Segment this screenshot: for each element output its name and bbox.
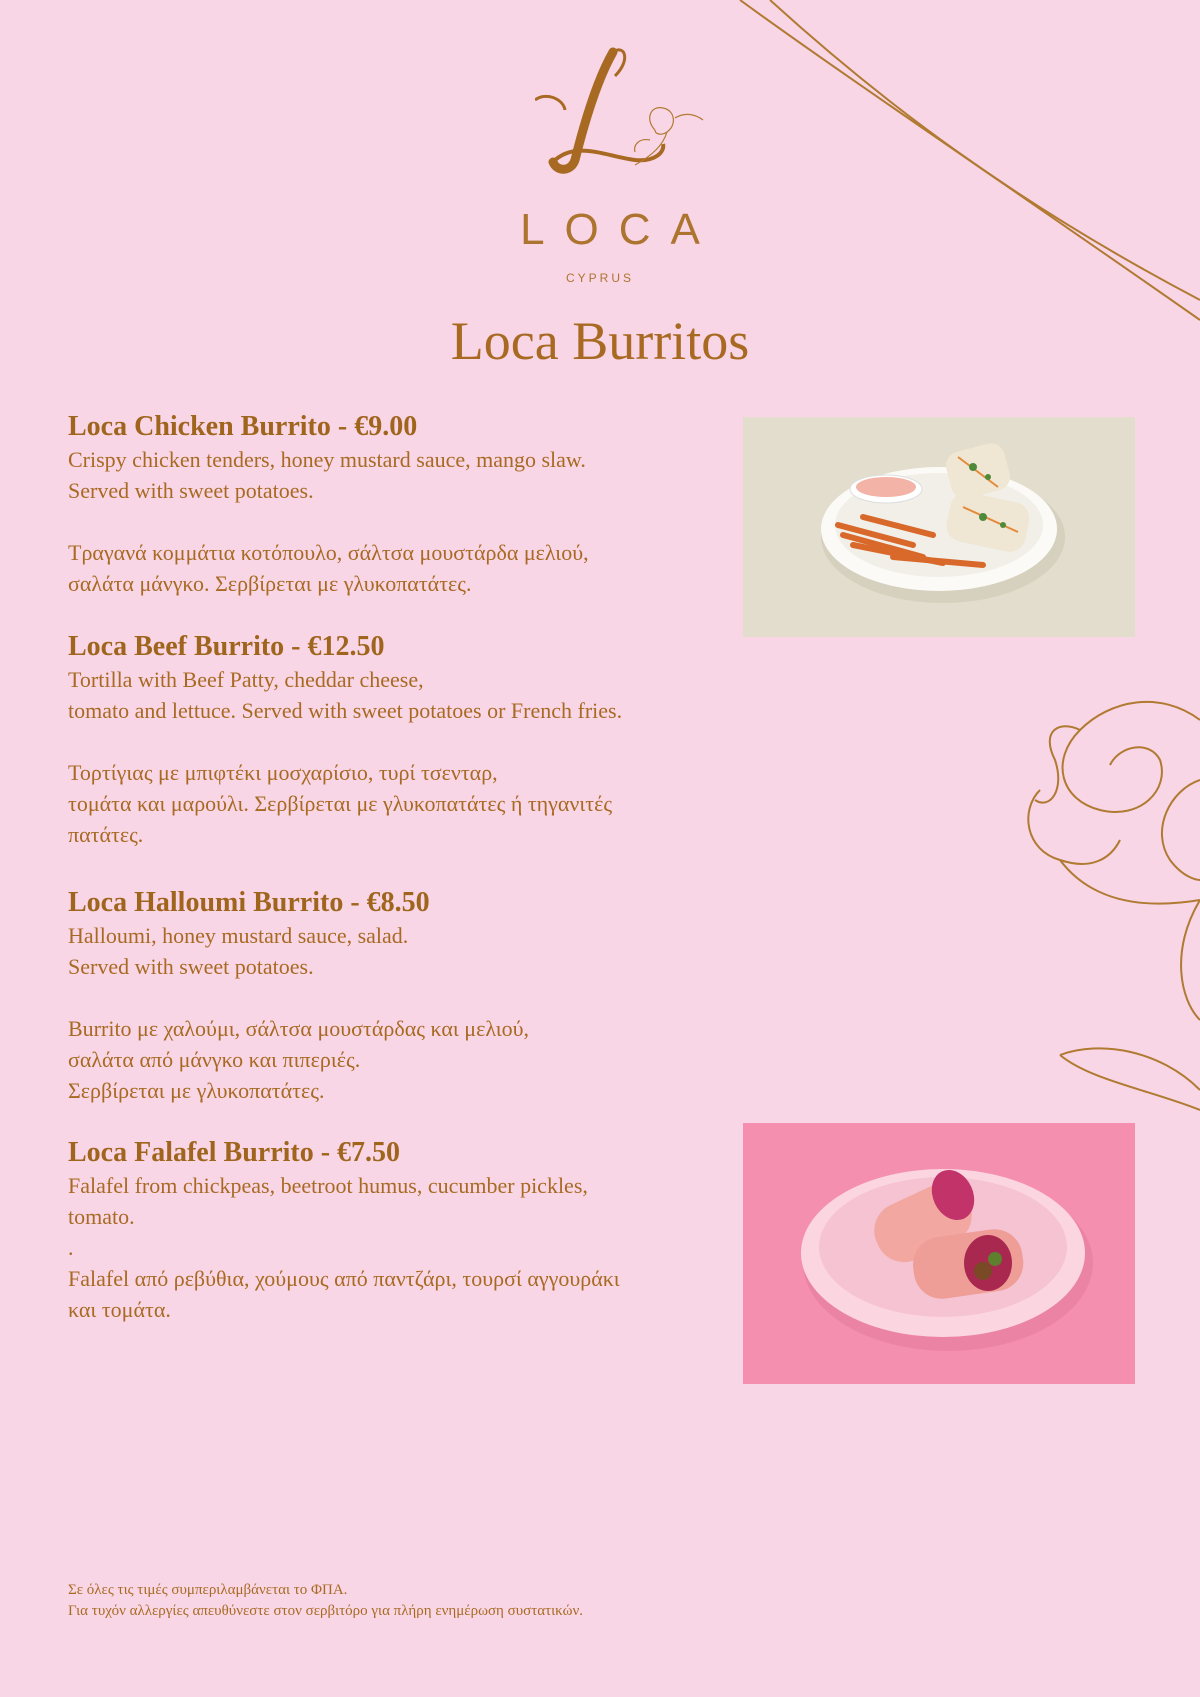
falafel-burrito-photo: [743, 1123, 1135, 1384]
page-title: Loca Burritos: [450, 311, 750, 371]
menu-item-falafel: [68, 1136, 728, 1325]
menu-item-description-gr: Burrito με χαλούμι, σάλτσα μουστάρδας και μελιού, σαλάτα από μάνγκο και πιπεριές. Σερβίρεται με γλυκοπατάτες.: [68, 1016, 530, 1103]
menu-item-description-en: Tortilla with Beef Patty, cheddar cheese, tomato and lettuce. Served with sweet potatoes or French fries.: [68, 667, 623, 723]
menu-item-description-en: Falafel from chickpeas, beetroot humus, cucumber pickles, tomato. . Falafel από ρεβύθια, χούμους από παντζάρι, τουρσί αγγουράκι και τομάτα.: [68, 1173, 620, 1322]
menu-item-beef: [68, 630, 728, 850]
footer-notes: [68, 1580, 868, 1622]
chicken-burrito-photo: [743, 417, 1135, 637]
logo-l-monogram-icon: [535, 40, 705, 185]
menu-item-title: Loca Halloumi Burrito - €8.50: [68, 887, 430, 918]
footer-vat-note: Σε όλες τις τιμές συμπεριλαμβάνεται το ΦΠΑ.: [68, 1582, 348, 1598]
menu-item-description-gr: Τορτίγιας με μπιφτέκι μοσχαρίσιο, τυρί τσενταρ, τομάτα και μαρούλι. Σερβίρεται με γλυκοπατάτες ή τηγανιτές πατάτες.: [68, 760, 613, 847]
brand-name: LOCA: [520, 205, 720, 254]
menu-item-description-gr: Τραγανά κομμάτια κοτόπουλο, σάλτσα μουστάρδα μελιού, σαλάτα μάνγκο. Σερβίρεται με γλυκοπατάτες.: [68, 540, 589, 596]
menu-item-description-en: Crispy chicken tenders, honey mustard sauce, mango slaw. Served with sweet potatoes.: [68, 447, 586, 503]
brand-subtitle: CYPRUS: [565, 271, 634, 285]
menu-item-title: Loca Falafel Burrito - €7.50: [68, 1137, 401, 1168]
menu-item-title: Loca Chicken Burrito - €9.00: [68, 411, 418, 442]
footer-allergy-note: Για τυχόν αλλεργίες απευθύνεστε στον σερβιτόρο για πλήρη ενημέρωση συστατικών.: [68, 1603, 584, 1619]
menu-item-halloumi: [68, 886, 728, 1106]
menu-item-description-en: Halloumi, honey mustard sauce, salad. Served with sweet potatoes.: [68, 923, 409, 979]
menu-item-chicken: [68, 410, 728, 599]
menu-item-title: Loca Beef Burrito - €12.50: [68, 631, 385, 662]
